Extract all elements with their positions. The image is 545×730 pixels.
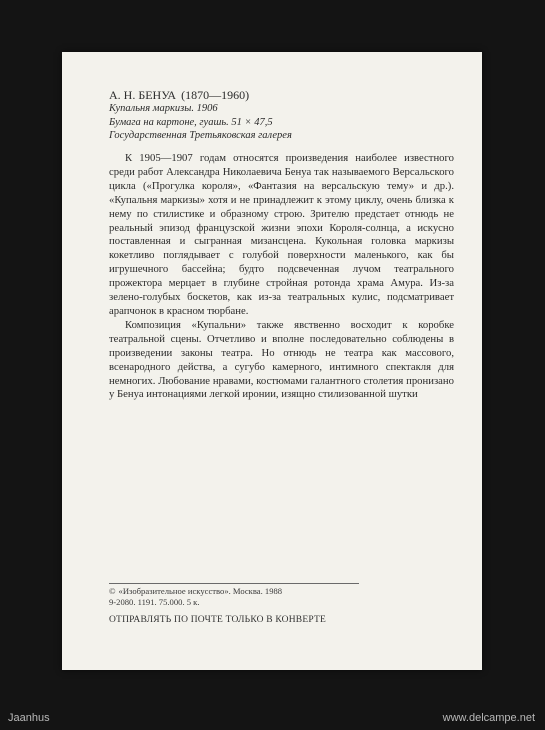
author-line bbox=[109, 88, 439, 102]
site-watermark: www.delcampe.net bbox=[442, 712, 535, 724]
copyright-symbol: © bbox=[109, 586, 116, 596]
artwork-title: Купальня маркизы. 1906 bbox=[109, 103, 218, 114]
museum-name: Государственная Третьяковская галерея bbox=[109, 130, 292, 141]
footer-divider bbox=[109, 583, 359, 584]
print-code: 9-2080. 1191. 75.000. 5 к. bbox=[109, 597, 200, 607]
postcard-back bbox=[62, 52, 482, 670]
author-years: (1870—1960) bbox=[181, 88, 250, 102]
publisher-info bbox=[109, 586, 409, 608]
seller-watermark: Jaanhus bbox=[8, 712, 50, 724]
publisher-line bbox=[109, 586, 409, 597]
description-paragraph: К 1905—1907 годам относятся произведения наиболее известного среди работ Александра Николаевича Бенуа так называемого Версальского цикла («Прогулка короля», «Фантазия на версальскую тему» и др.). «Купальня маркизы» хотя и не принадлежит к этому циклу, очень близка к нему по стилистике и образному строю. Зрителю предстает отнюдь не реальный эпизод французской жизни эпохи Короля-солнца, а искусно поставленная и сыгранная мизансцена. Кукольная головка маркизы кокетливо поглядывает с голубой поверхности маленького, как бы игрушечного бассейна; будто подсвеченная лучом театрального прожектора мерцает в глубине стройная ротонда храма Амура. Из-за зелено-голубых боскетов, как из-за театральных кулис, подсматривает арапчонок в красном тюрбане. bbox=[109, 152, 454, 317]
description-text bbox=[109, 152, 454, 402]
artwork-medium: Бумага на картоне, гуашь. 51 × 47,5 bbox=[109, 116, 273, 128]
mail-instruction: ОТПРАВЛЯТЬ ПО ПОЧТЕ ТОЛЬКО В КОНВЕРТЕ bbox=[109, 615, 326, 625]
artwork-caption bbox=[109, 88, 439, 143]
publisher-text: «Изобразительное искусство». Москва. 1988 bbox=[118, 586, 283, 596]
description-paragraph: Композиция «Купальни» также явственно восходит к коробке театральной сцены. Отчетливо и вполне последовательно соблюдены в произведении законы театра. Но отнюдь не театра как массового, всенародного действа, а сугубо камерного, интимного спектакля для немногих. Любование нравами, костюмами галантного столетия пронизано у Бенуа интонациями легкой иронии, изящно стилизованной шутки bbox=[109, 318, 454, 401]
author-name: А. Н. БЕНУА bbox=[109, 88, 177, 102]
